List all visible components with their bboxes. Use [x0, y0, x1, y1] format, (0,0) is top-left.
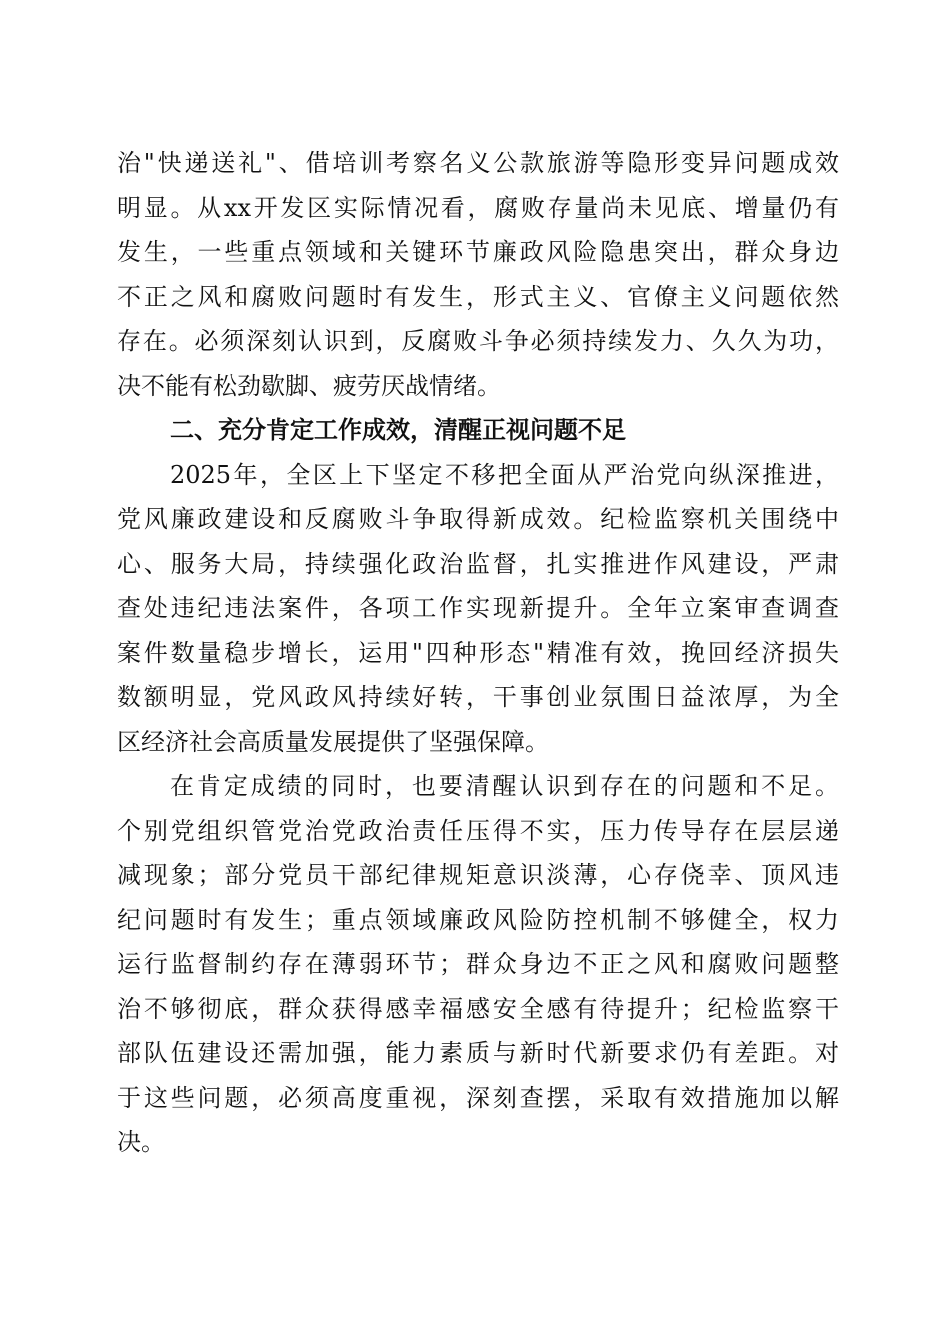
paragraph-2-line-1: 2025年，全区上下坚定不移把全面从严治党向纵深推进， [170, 460, 839, 489]
document-body [117, 141, 839, 1165]
paragraph-2-line-6: 数额明显，党风政风持续好转，干事创业氛围日益浓厚，为全 [117, 683, 839, 711]
section-heading: 二、充分肯定工作成效，清醒正视问题不足 [170, 416, 626, 444]
paragraph-2-line-7: 区经济社会高质量发展提供了坚强保障。 [117, 727, 549, 756]
paragraph-1-line-6: 决不能有松劲歇脚、疲劳厌战情绪。 [117, 371, 501, 400]
paragraph-2-line-4: 查处违纪违法案件，各项工作实现新提升。全年立案审查调查 [117, 594, 839, 622]
paragraph-1-line-3: 发生，一些重点领域和关键环节廉政风险隐患突出，群众身边 [117, 238, 839, 266]
paragraph-1-line-4: 不正之风和腐败问题时有发生，形式主义、官僚主义问题依然 [117, 282, 839, 311]
paragraph-3-line-7: 部队伍建设还需加强，能力素质与新时代新要求仍有差距。对 [117, 1039, 839, 1067]
paragraph-3-line-3: 减现象；部分党员干部纪律规矩意识淡薄，心存侥幸、顶风违 [117, 861, 839, 889]
paragraph-3-line-2: 个别党组织管党治党政治责任压得不实，压力传导存在层层递 [117, 816, 839, 845]
paragraph-1-line-2: 明显。从xx开发区实际情况看，腐败存量尚未见底、增量仍有 [117, 193, 839, 222]
paragraph-2-line-5: 案件数量稳步增长，运用"四种形态"精准有效，挽回经济损失 [117, 638, 839, 667]
paragraph-1-line-1: 治"快递送礼"、借培训考察名义公款旅游等隐形变异问题成效 [117, 149, 839, 177]
paragraph-3-line-9: 决。 [117, 1128, 165, 1156]
paragraph-3-line-5: 运行监督制约存在薄弱环节；群众身边不正之风和腐败问题整 [117, 950, 839, 978]
paragraph-3-line-8: 于这些问题，必须高度重视，深刻查摆，采取有效措施加以解 [117, 1083, 839, 1112]
paragraph-3-line-1: 在肯定成绩的同时，也要清醒认识到存在的问题和不足。 [170, 772, 839, 800]
paragraph-2-line-2: 党风廉政建设和反腐败斗争取得新成效。纪检监察机关围绕中 [117, 505, 839, 533]
paragraph-3-line-6: 治不够彻底，群众获得感幸福感安全感有待提升；纪检监察干 [117, 994, 839, 1023]
paragraph-3-line-4: 纪问题时有发生；重点领域廉政风险防控机制不够健全，权力 [117, 905, 839, 934]
paragraph-2-line-3: 心、服务大局，持续强化政治监督，扎实推进作风建设，严肃 [117, 549, 839, 578]
paragraph-1-line-5: 存在。必须深刻认识到，反腐败斗争必须持续发力、久久为功， [117, 327, 839, 355]
